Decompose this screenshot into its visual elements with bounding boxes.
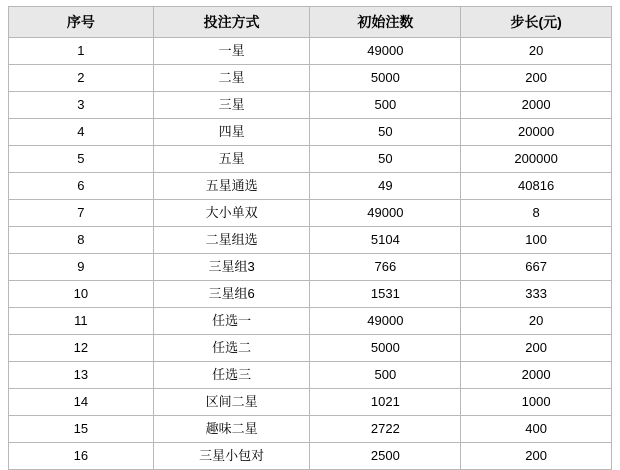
cell-bet-type: 四星 [153,119,310,146]
table-row [9,281,612,308]
table-header [9,7,612,38]
table-header-row [9,7,612,38]
cell-initial-count: 50 [310,146,461,173]
table-row [9,146,612,173]
cell-step: 20 [461,308,612,335]
table-row [9,200,612,227]
table-row [9,38,612,65]
cell-index: 7 [9,200,154,227]
cell-bet-type: 大小单双 [153,200,310,227]
cell-index: 1 [9,38,154,65]
cell-initial-count: 1021 [310,389,461,416]
column-header-index: 序号 [9,7,154,38]
cell-step: 100 [461,227,612,254]
cell-step: 667 [461,254,612,281]
cell-index: 9 [9,254,154,281]
table-row [9,119,612,146]
cell-bet-type: 区间二星 [153,389,310,416]
table-row [9,254,612,281]
cell-step: 2000 [461,92,612,119]
cell-index: 3 [9,92,154,119]
cell-initial-count: 500 [310,362,461,389]
table-row [9,443,612,470]
cell-index: 6 [9,173,154,200]
cell-bet-type: 任选一 [153,308,310,335]
table-row [9,227,612,254]
cell-step: 8 [461,200,612,227]
cell-index: 12 [9,335,154,362]
cell-step: 200 [461,335,612,362]
table-row [9,362,612,389]
cell-bet-type: 五星通选 [153,173,310,200]
cell-bet-type: 一星 [153,38,310,65]
cell-index: 13 [9,362,154,389]
cell-initial-count: 49000 [310,38,461,65]
column-header-step: 步长(元) [461,7,612,38]
column-header-bet-type: 投注方式 [153,7,310,38]
table-row [9,335,612,362]
cell-bet-type: 任选三 [153,362,310,389]
table-body [9,38,612,470]
cell-step: 40816 [461,173,612,200]
cell-initial-count: 766 [310,254,461,281]
cell-step: 20000 [461,119,612,146]
cell-step: 1000 [461,389,612,416]
cell-bet-type: 趣味二星 [153,416,310,443]
bet-methods-table [8,6,612,470]
cell-initial-count: 2500 [310,443,461,470]
column-header-initial-count: 初始注数 [310,7,461,38]
cell-initial-count: 50 [310,119,461,146]
table-row [9,389,612,416]
cell-initial-count: 49000 [310,200,461,227]
cell-step: 200 [461,443,612,470]
cell-initial-count: 5104 [310,227,461,254]
cell-index: 15 [9,416,154,443]
cell-bet-type: 三星 [153,92,310,119]
cell-index: 4 [9,119,154,146]
cell-step: 333 [461,281,612,308]
cell-step: 200 [461,65,612,92]
cell-step: 200000 [461,146,612,173]
cell-initial-count: 500 [310,92,461,119]
cell-bet-type: 三星组3 [153,254,310,281]
cell-initial-count: 5000 [310,335,461,362]
cell-bet-type: 三星小包对 [153,443,310,470]
cell-index: 2 [9,65,154,92]
cell-step: 20 [461,38,612,65]
cell-bet-type: 三星组6 [153,281,310,308]
cell-initial-count: 49 [310,173,461,200]
cell-step: 400 [461,416,612,443]
cell-index: 10 [9,281,154,308]
cell-bet-type: 任选二 [153,335,310,362]
cell-index: 11 [9,308,154,335]
cell-bet-type: 五星 [153,146,310,173]
cell-index: 14 [9,389,154,416]
cell-initial-count: 1531 [310,281,461,308]
cell-initial-count: 2722 [310,416,461,443]
cell-bet-type: 二星 [153,65,310,92]
cell-initial-count: 49000 [310,308,461,335]
cell-bet-type: 二星组选 [153,227,310,254]
table-row [9,65,612,92]
table-row [9,92,612,119]
table-row [9,308,612,335]
cell-index: 8 [9,227,154,254]
cell-index: 5 [9,146,154,173]
cell-step: 2000 [461,362,612,389]
table-row [9,416,612,443]
cell-index: 16 [9,443,154,470]
cell-initial-count: 5000 [310,65,461,92]
table-row [9,173,612,200]
